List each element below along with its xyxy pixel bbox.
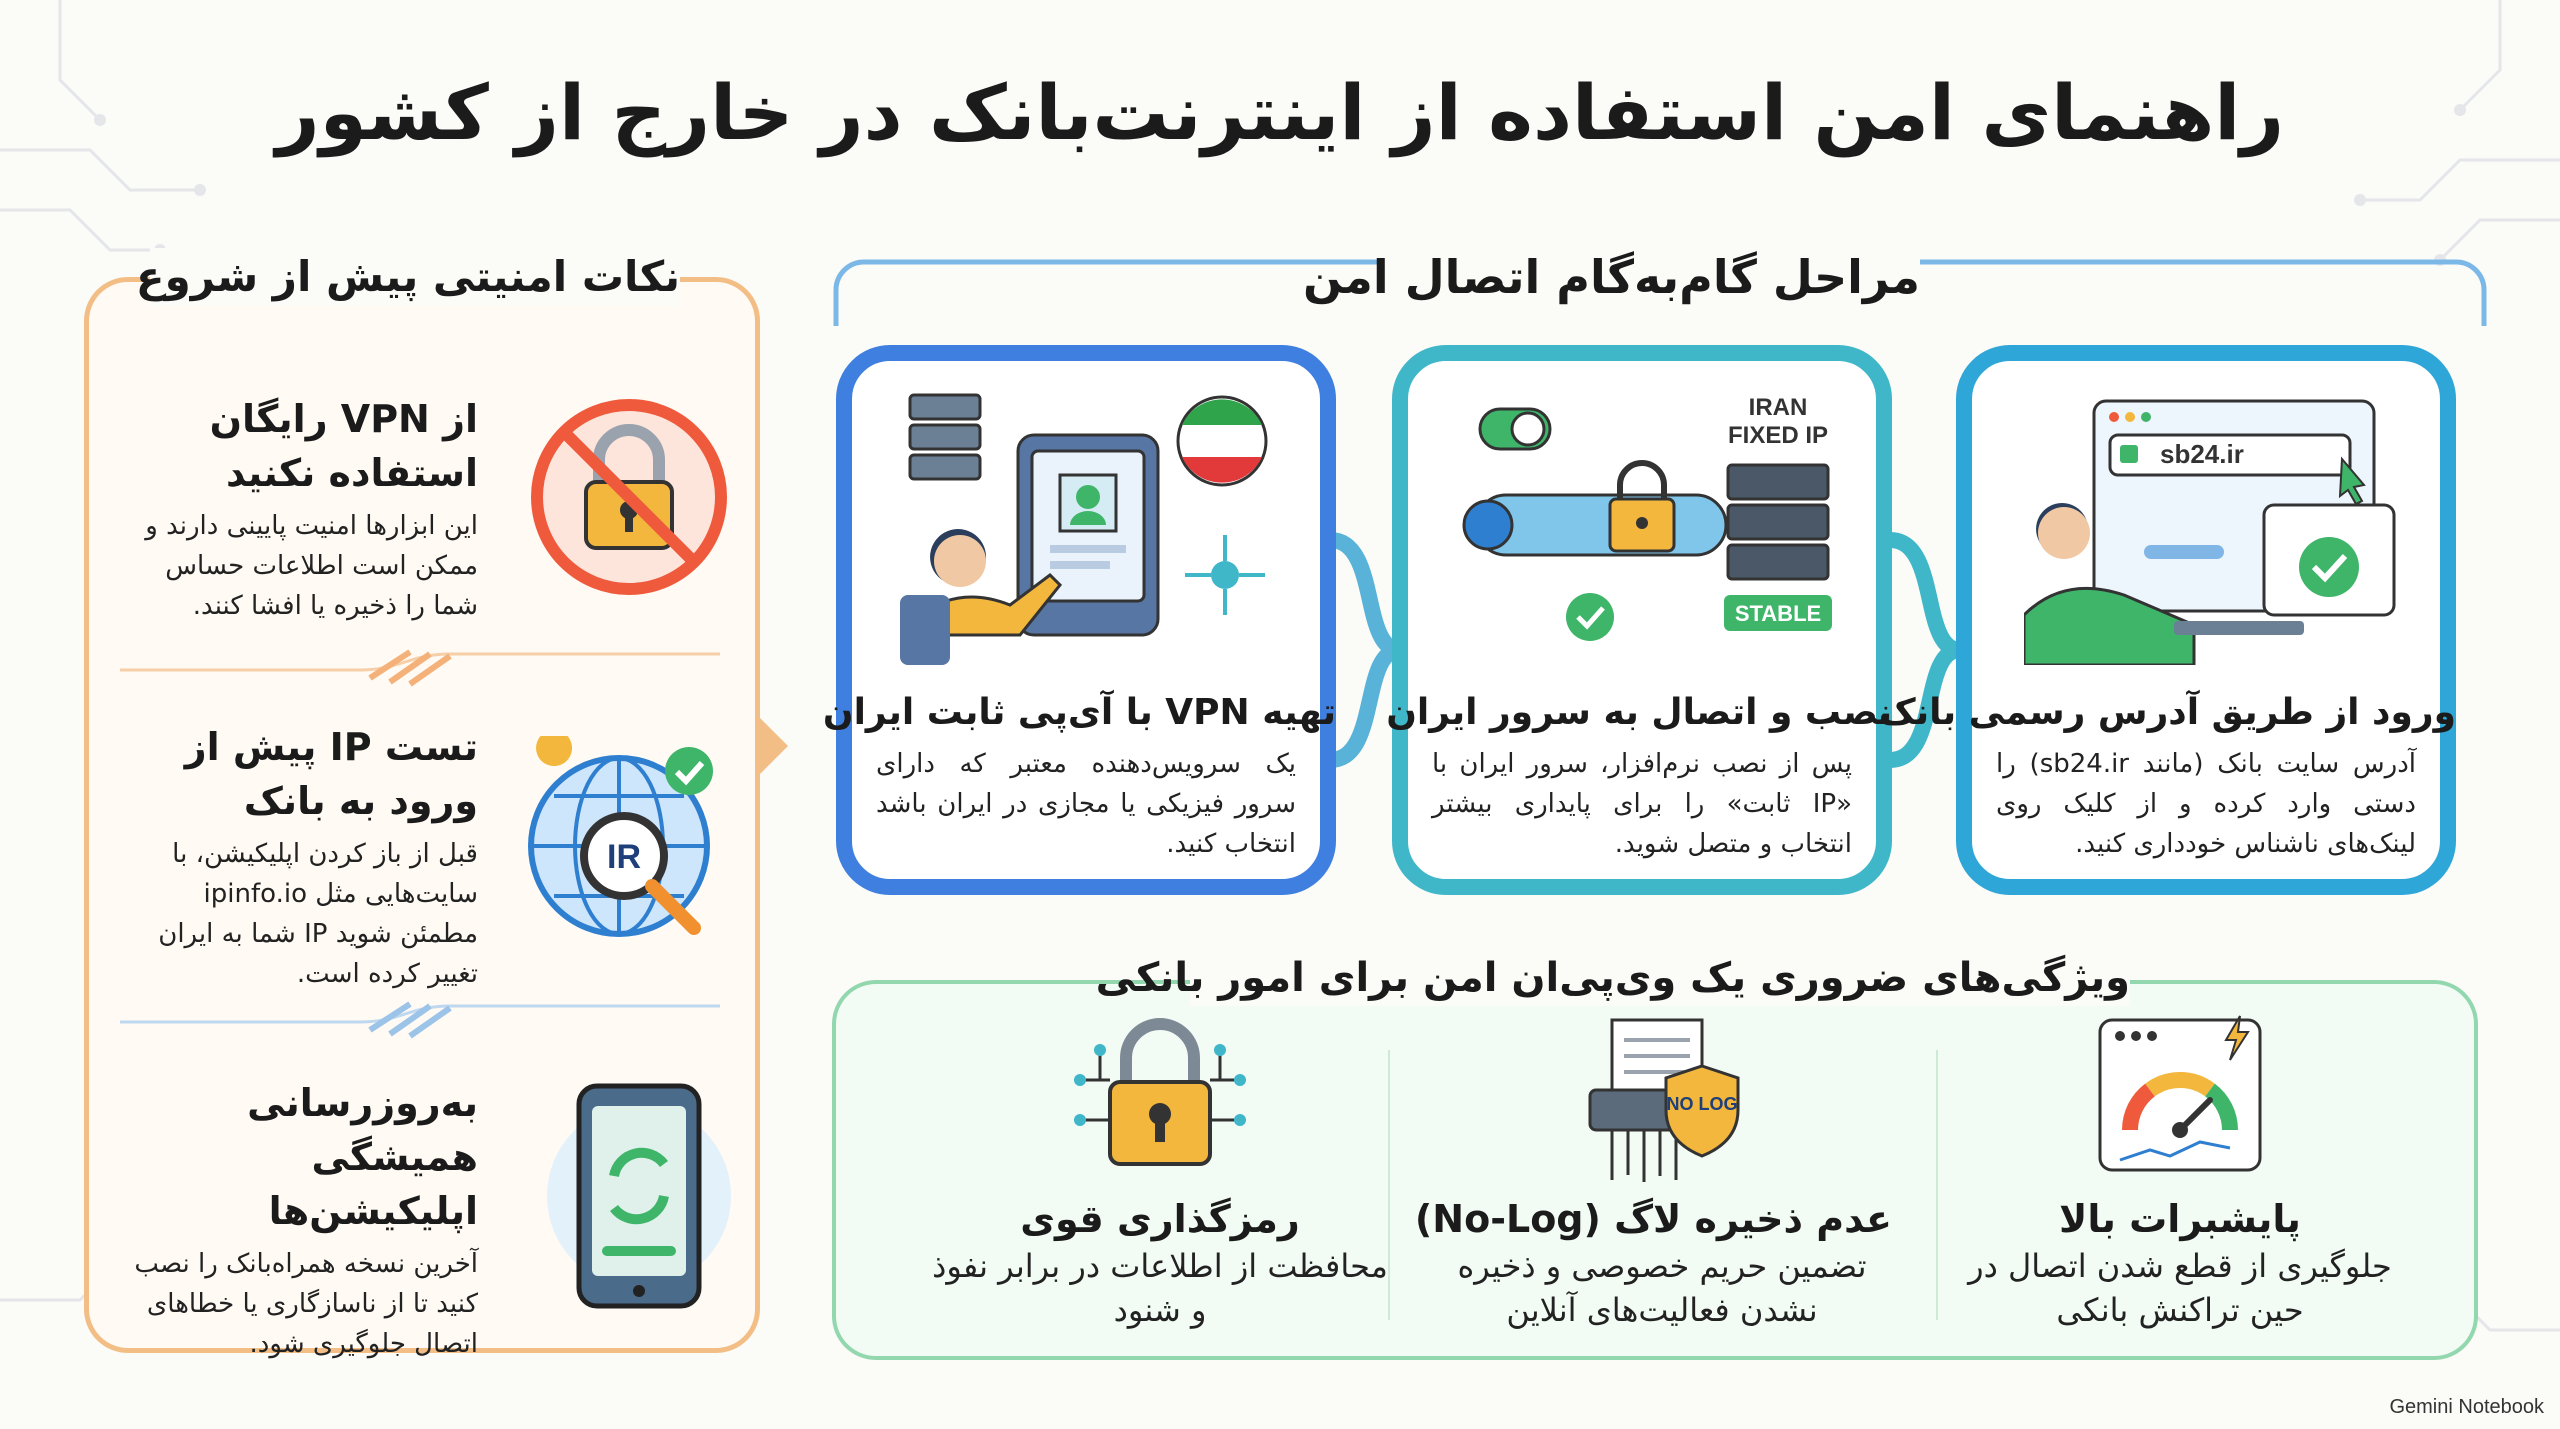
feature-high-speed	[1950, 1010, 2410, 1332]
step-title: نصب و اتصال به سرور ایران	[1386, 692, 1892, 733]
speedometer-icon	[2080, 1010, 2280, 1190]
tip-title: از VPN رایگان استفاده نکنید	[209, 397, 478, 495]
no-log-badge: NO LOG	[1666, 1094, 1738, 1114]
tips-divider	[120, 648, 720, 688]
vpn-provider-illustration	[900, 385, 1290, 665]
step-title: تهیه VPN با آی‌پی ثابت ایران	[822, 692, 1336, 733]
tip-description: این ابزارها امنیت پایینی دارند و ممکن است اطلاعات حساس شما را ذخیره یا افشا کنند.	[145, 511, 478, 621]
tip-description: آخرین نسخه همراه‌بانک را نصب کنید تا از ناسازگاری یا خطاهای اتصال جلوگیری شود.	[134, 1249, 478, 1359]
feature-description: محافظت از اطلاعات در برابر نفوذ و شنود	[932, 1247, 1388, 1329]
shredder-no-log-icon	[1562, 1010, 1762, 1190]
stable-badge: STABLE	[1734, 601, 1822, 626]
features-section-title: ویژگی‌های ضروری یک وی‌پی‌ان امن برای امور بانکی	[1190, 950, 2130, 1006]
feature-description: تضمین حریم خصوصی و ذخیره نشدن فعالیت‌های آنلاین	[1457, 1247, 1867, 1329]
steps-section-title: مراحل گام‌به‌گام اتصال امن	[1303, 250, 1920, 304]
features-divider	[1936, 1050, 1938, 1320]
feature-strong-encryption	[930, 1010, 1390, 1332]
page-title: راهنمای امن استفاده از اینترنت‌بانک در خارج از کشور	[275, 68, 2285, 157]
step-description: پس از نصب نرم‌افزار، سرور ایران با «IP ثابت» را برای پایداری بیشتر انتخاب و متصل شوید.	[1432, 749, 1852, 859]
tip-title: به‌روزرسانی همیشگی اپلیکیشن‌ها	[247, 1081, 478, 1233]
tip-no-free-vpn	[84, 392, 760, 621]
ir-badge: IR	[607, 838, 641, 876]
step-description: آدرس سایت بانک (مانند sb24.ir) را دستی وارد کرده و از کلیک روی لینک‌های ناشناس خودداری کنید.	[1996, 749, 2417, 859]
tip-title: تست IP پیش از ورود به بانک	[184, 725, 478, 823]
tip-description: قبل از باز کردن اپلیکیشن، با سایت‌هایی مثل ipinfo.io مطمئن شوید IP شما به ایران تغییر کرده است.	[158, 839, 478, 989]
circuit-lock-icon	[1060, 1010, 1260, 1190]
url-label: sb24.ir	[2160, 439, 2244, 469]
feature-description: جلوگیری از قطع شدن اتصال در حین تراکنش بانکی	[1968, 1247, 2392, 1329]
connect-server-illustration	[1460, 395, 1840, 655]
server-label-iran: IRAN	[1748, 395, 1808, 421]
panel-pointer-arrow	[758, 716, 798, 776]
feature-title: رمزگذاری قوی	[1020, 1197, 1300, 1241]
phone-update-icon	[544, 1076, 734, 1316]
official-address-illustration	[2024, 395, 2404, 665]
tip-test-ip	[84, 720, 760, 990]
feature-title: عدم ذخیره لاگ (No-Log)	[1414, 1197, 1892, 1241]
globe-ir-search-icon	[524, 736, 734, 966]
feature-no-log	[1414, 1010, 1892, 1332]
tip-update-apps	[84, 1076, 760, 1359]
tips-section-title: نکات امنیتی پیش از شروع	[150, 248, 680, 306]
feature-title: پایشبرات بالا	[2059, 1197, 2301, 1241]
brand-label: Gemini Notebook	[2389, 1396, 2544, 1418]
no-free-lock-icon	[524, 392, 734, 602]
step-description: یک سرویس‌دهنده معتبر که دارای سرور فیزیکی یا مجازی در ایران باشد انتخاب کنید.	[876, 749, 1296, 859]
server-label-fixed-ip: FIXED IP	[1727, 422, 1829, 449]
step-title: ورود از طریق آدرس رسمی بانک	[1878, 692, 2456, 733]
tips-divider	[120, 1000, 720, 1040]
